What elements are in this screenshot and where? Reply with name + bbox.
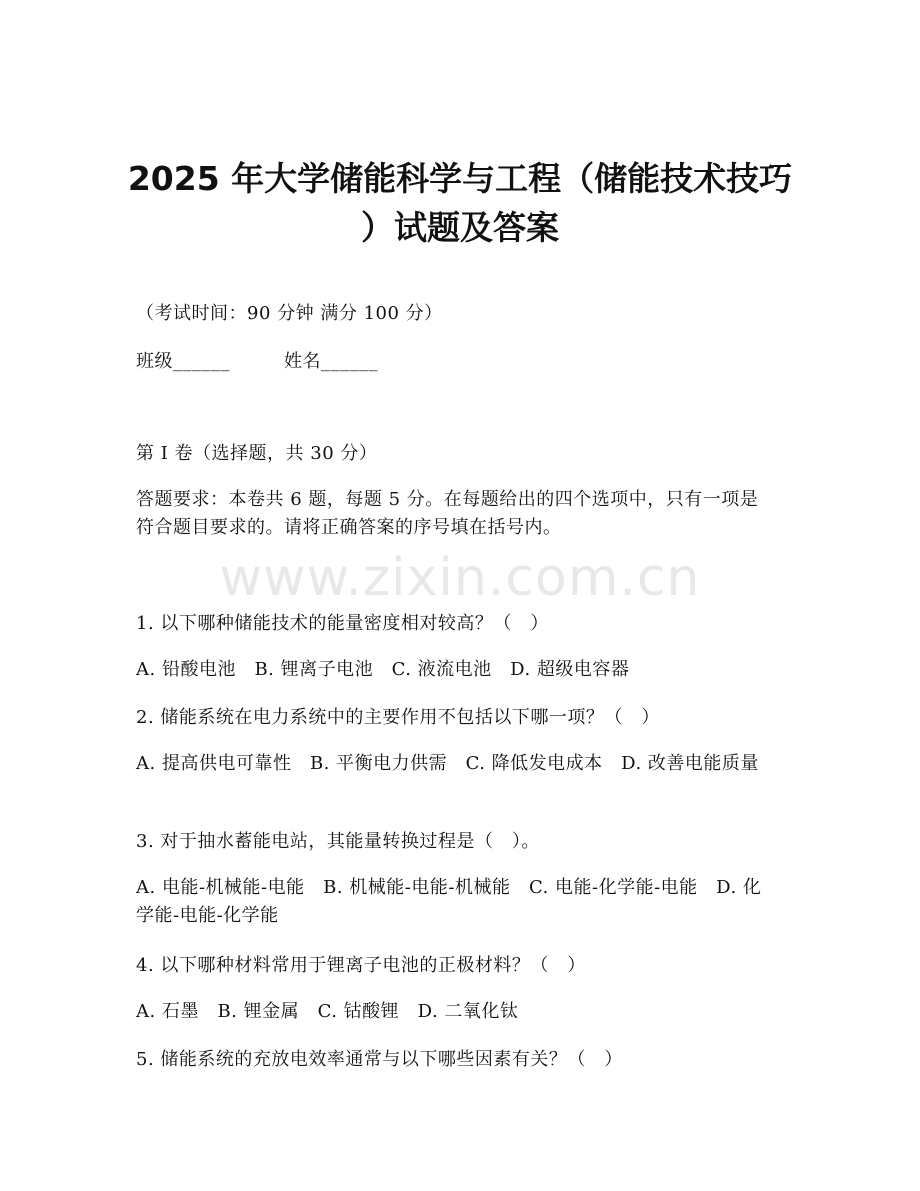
question-1-options: A. 铅酸电池 B. 锂离子电池 C. 液流电池 D. 超级电容器 (136, 659, 630, 680)
question-3-stem: 3. 对于抽水蓄能电站，其能量转换过程是（ ）。 (136, 831, 540, 852)
instructions: 答题要求：本卷共 6 题，每题 5 分。在每题给出的四个选项中，只有一项是符合题目要求的。请将正确答案的序号填在括号内。 (136, 489, 759, 538)
class-field: 班级______ (136, 351, 230, 372)
question-3-options: A. 电能-机械能-电能 B. 机械能-电能-机械能 C. 电能-化学能-电能 D. 化学能-电能-化学能 (136, 877, 762, 926)
section-title: 第 I 卷（选择题，共 30 分） (136, 443, 378, 464)
student-info-row (136, 348, 786, 376)
watermark: www.zixin.com.cn (219, 548, 701, 608)
question-2-stem: 2. 储能系统在电力系统中的主要作用不包括以下哪一项？（ ） (136, 707, 660, 728)
question-5-stem: 5. 储能系统的充放电效率通常与以下哪些因素有关？（ ） (136, 1049, 623, 1070)
question-1-stem: 1. 以下哪种储能技术的能量密度相对较高？（ ） (136, 613, 549, 634)
document-title-line-2: ）试题及答案 (361, 208, 559, 247)
question-4-options: A. 石墨 B. 锂金属 C. 钴酸锂 D. 二氧化钛 (136, 1001, 519, 1022)
name-field: 姓名______ (284, 351, 378, 372)
exam-info: （考试时间：90 分钟 满分 100 分） (136, 303, 443, 324)
question-4-stem: 4. 以下哪种材料常用于锂离子电池的正极材料？（ ） (136, 955, 586, 976)
question-2-options: A. 提高供电可靠性 B. 平衡电力供需 C. 降低发电成本 D. 改善电能质量 (136, 753, 759, 774)
document-title-line-1: 2025 年大学储能科学与工程（储能技术技巧 (127, 159, 793, 198)
